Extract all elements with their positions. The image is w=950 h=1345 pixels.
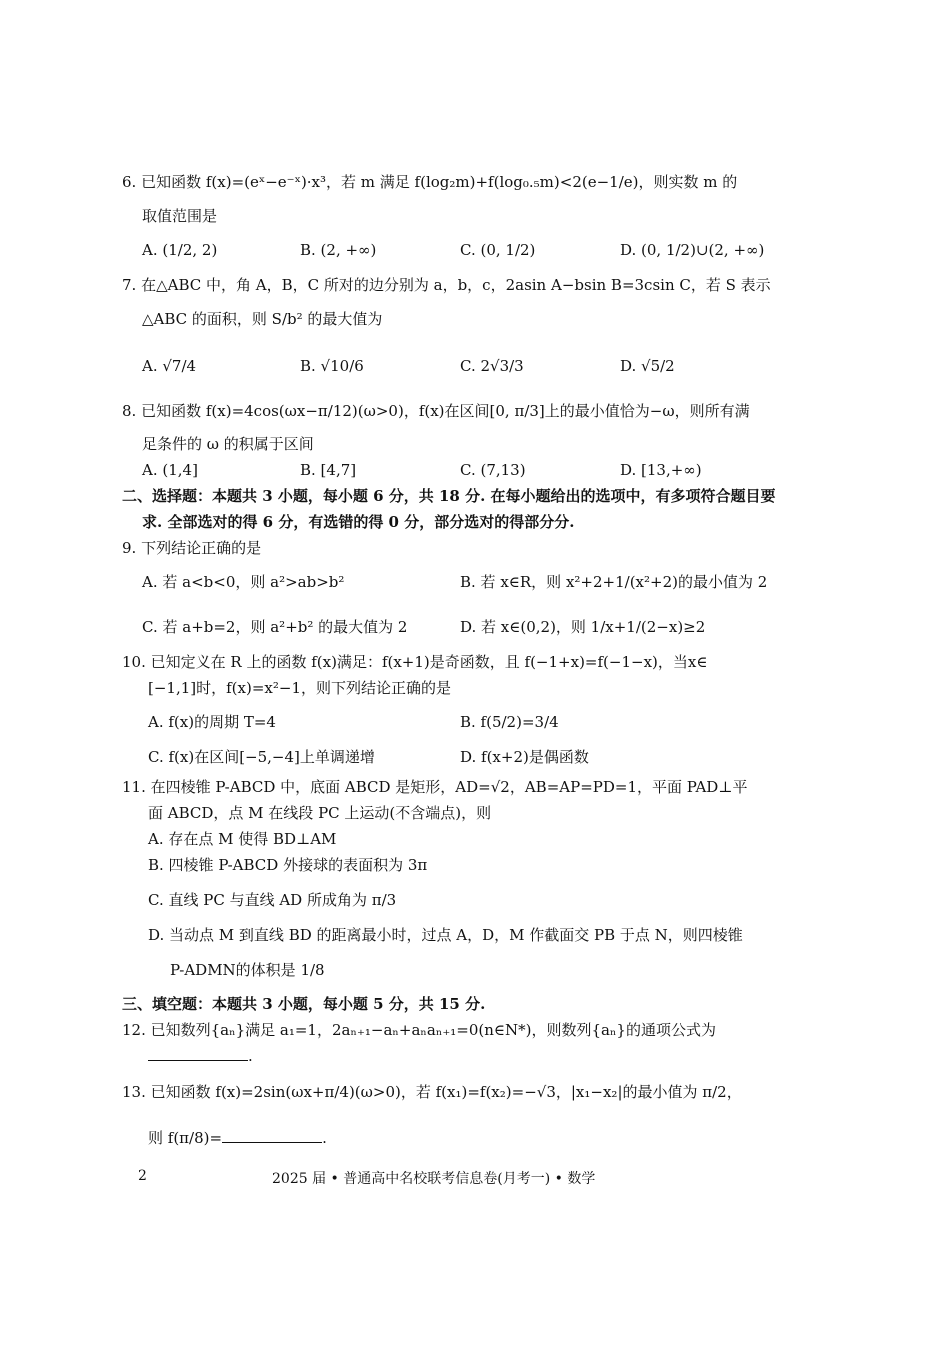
q6-option-a: A. (1/2, 2) (142, 241, 218, 259)
q8-option-a: A. (1,4] (142, 461, 198, 479)
q11-option-d-cont: P-ADMN的体积是 1/8 (170, 961, 325, 979)
q6-option-d: D. (0, 1/2)∪(2, +∞) (620, 241, 765, 259)
q8-option-b: B. [4,7] (300, 461, 357, 479)
q12-answer-line (148, 1046, 253, 1066)
q8-stem: 8. 已知函数 f(x)=4cos(ωx−π/12)(ω>0)，f(x)在区间[0, π/3]上的最小值恰为−ω，则所有满 (122, 402, 750, 420)
q8-stem-cont: 足条件的 ω 的积属于区间 (142, 435, 314, 453)
q12-period: . (248, 1047, 253, 1065)
q8-option-c: C. (7,13) (460, 461, 526, 479)
q13-answer-blank[interactable] (222, 1128, 322, 1143)
q11-stem: 11. 在四棱锥 P-ABCD 中，底面 ABCD 是矩形，AD=√2，AB=AP=PD=1，平面 PAD⊥平 (122, 778, 748, 796)
q6-option-b: B. (2, +∞) (300, 241, 377, 259)
q7-option-d: D. √5/2 (620, 357, 675, 375)
q11-option-c: C. 直线 PC 与直线 AD 所成角为 π/3 (148, 891, 397, 909)
q10-option-b: B. f(5/2)=3/4 (460, 713, 559, 731)
q10-option-a: A. f(x)的周期 T=4 (148, 713, 276, 731)
q9-option-c: C. 若 a+b=2，则 a²+b² 的最大值为 2 (142, 618, 408, 636)
q7-stem: 7. 在△ABC 中，角 A，B，C 所对的边分别为 a，b，c，2asin A−bsin B=3csin C，若 S 表示 (122, 276, 771, 294)
q8-option-d: D. [13,+∞) (620, 461, 702, 479)
q10-option-c: C. f(x)在区间[−5,−4]上单调递增 (148, 748, 375, 766)
q10-stem: 10. 已知定义在 R 上的函数 f(x)满足：f(x+1)是奇函数，且 f(−1+x)=f(−1−x)，当x∈ (122, 653, 708, 671)
q13-period: . (322, 1129, 327, 1147)
q9-option-d: D. 若 x∈(0,2)，则 1/x+1/(2−x)≥2 (460, 618, 706, 636)
q10-stem-cont: [−1,1]时，f(x)=x²−1，则下列结论正确的是 (148, 679, 451, 697)
page-number: 2 (138, 1168, 147, 1184)
q7-option-b: B. √10/6 (300, 357, 364, 375)
q11-option-b: B. 四棱锥 P-ABCD 外接球的表面积为 3π (148, 856, 428, 874)
q6-stem-cont: 取值范围是 (142, 207, 218, 225)
q7-stem-cont: △ABC 的面积，则 S/b² 的最大值为 (142, 310, 383, 328)
q9-option-a: A. 若 a<b<0，则 a²>ab>b² (142, 573, 345, 591)
q11-option-a: A. 存在点 M 使得 BD⊥AM (148, 830, 337, 848)
q11-option-d: D. 当动点 M 到直线 BD 的距离最小时，过点 A，D，M 作截面交 PB 于点 N，则四棱锥 (148, 926, 743, 944)
section-3-heading: 三、填空题：本题共 3 小题，每小题 5 分，共 15 分. (122, 995, 486, 1013)
q12-stem: 12. 已知数列{aₙ}满足 a₁=1，2aₙ₊₁−aₙ+aₙaₙ₊₁=0(n∈N*)，则数列{aₙ}的通项公式为 (122, 1021, 716, 1039)
q7-option-a: A. √7/4 (142, 357, 197, 375)
section-2-heading: 二、选择题：本题共 3 小题，每小题 6 分，共 18 分. 在每小题给出的选项中，有多项符合题目要 (122, 487, 776, 505)
q12-answer-blank[interactable] (148, 1046, 248, 1061)
q6-option-c: C. (0, 1/2) (460, 241, 536, 259)
q9-option-b: B. 若 x∈R，则 x²+2+1/(x²+2)的最小值为 2 (460, 573, 768, 591)
section-2-instructions: 求. 全部选对的得 6 分，有选错的得 0 分，部分选对的得部分分. (142, 513, 575, 531)
q13-stem-cont: 则 f(π/8)= (148, 1129, 223, 1147)
q10-option-d: D. f(x+2)是偶函数 (460, 748, 589, 766)
q13-answer-line (148, 1128, 327, 1148)
q13-stem: 13. 已知函数 f(x)=2sin(ωx+π/4)(ω>0)，若 f(x₁)=f(x₂)=−√3，|x₁−x₂|的最小值为 π/2， (122, 1083, 742, 1101)
q11-stem-cont: 面 ABCD，点 M 在线段 PC 上运动(不含端点)，则 (148, 804, 492, 822)
q6-stem: 6. 已知函数 f(x)=(eˣ−e⁻ˣ)·x³，若 m 满足 f(log₂m)+f(log₀.₅m)<2(e−1/e)，则实数 m 的 (122, 173, 738, 191)
q9-stem: 9. 下列结论正确的是 (122, 539, 262, 557)
footer-title: 2025 届 • 普通高中名校联考信息卷(月考一) • 数学 (272, 1171, 596, 1187)
q7-option-c: C. 2√3/3 (460, 357, 524, 375)
